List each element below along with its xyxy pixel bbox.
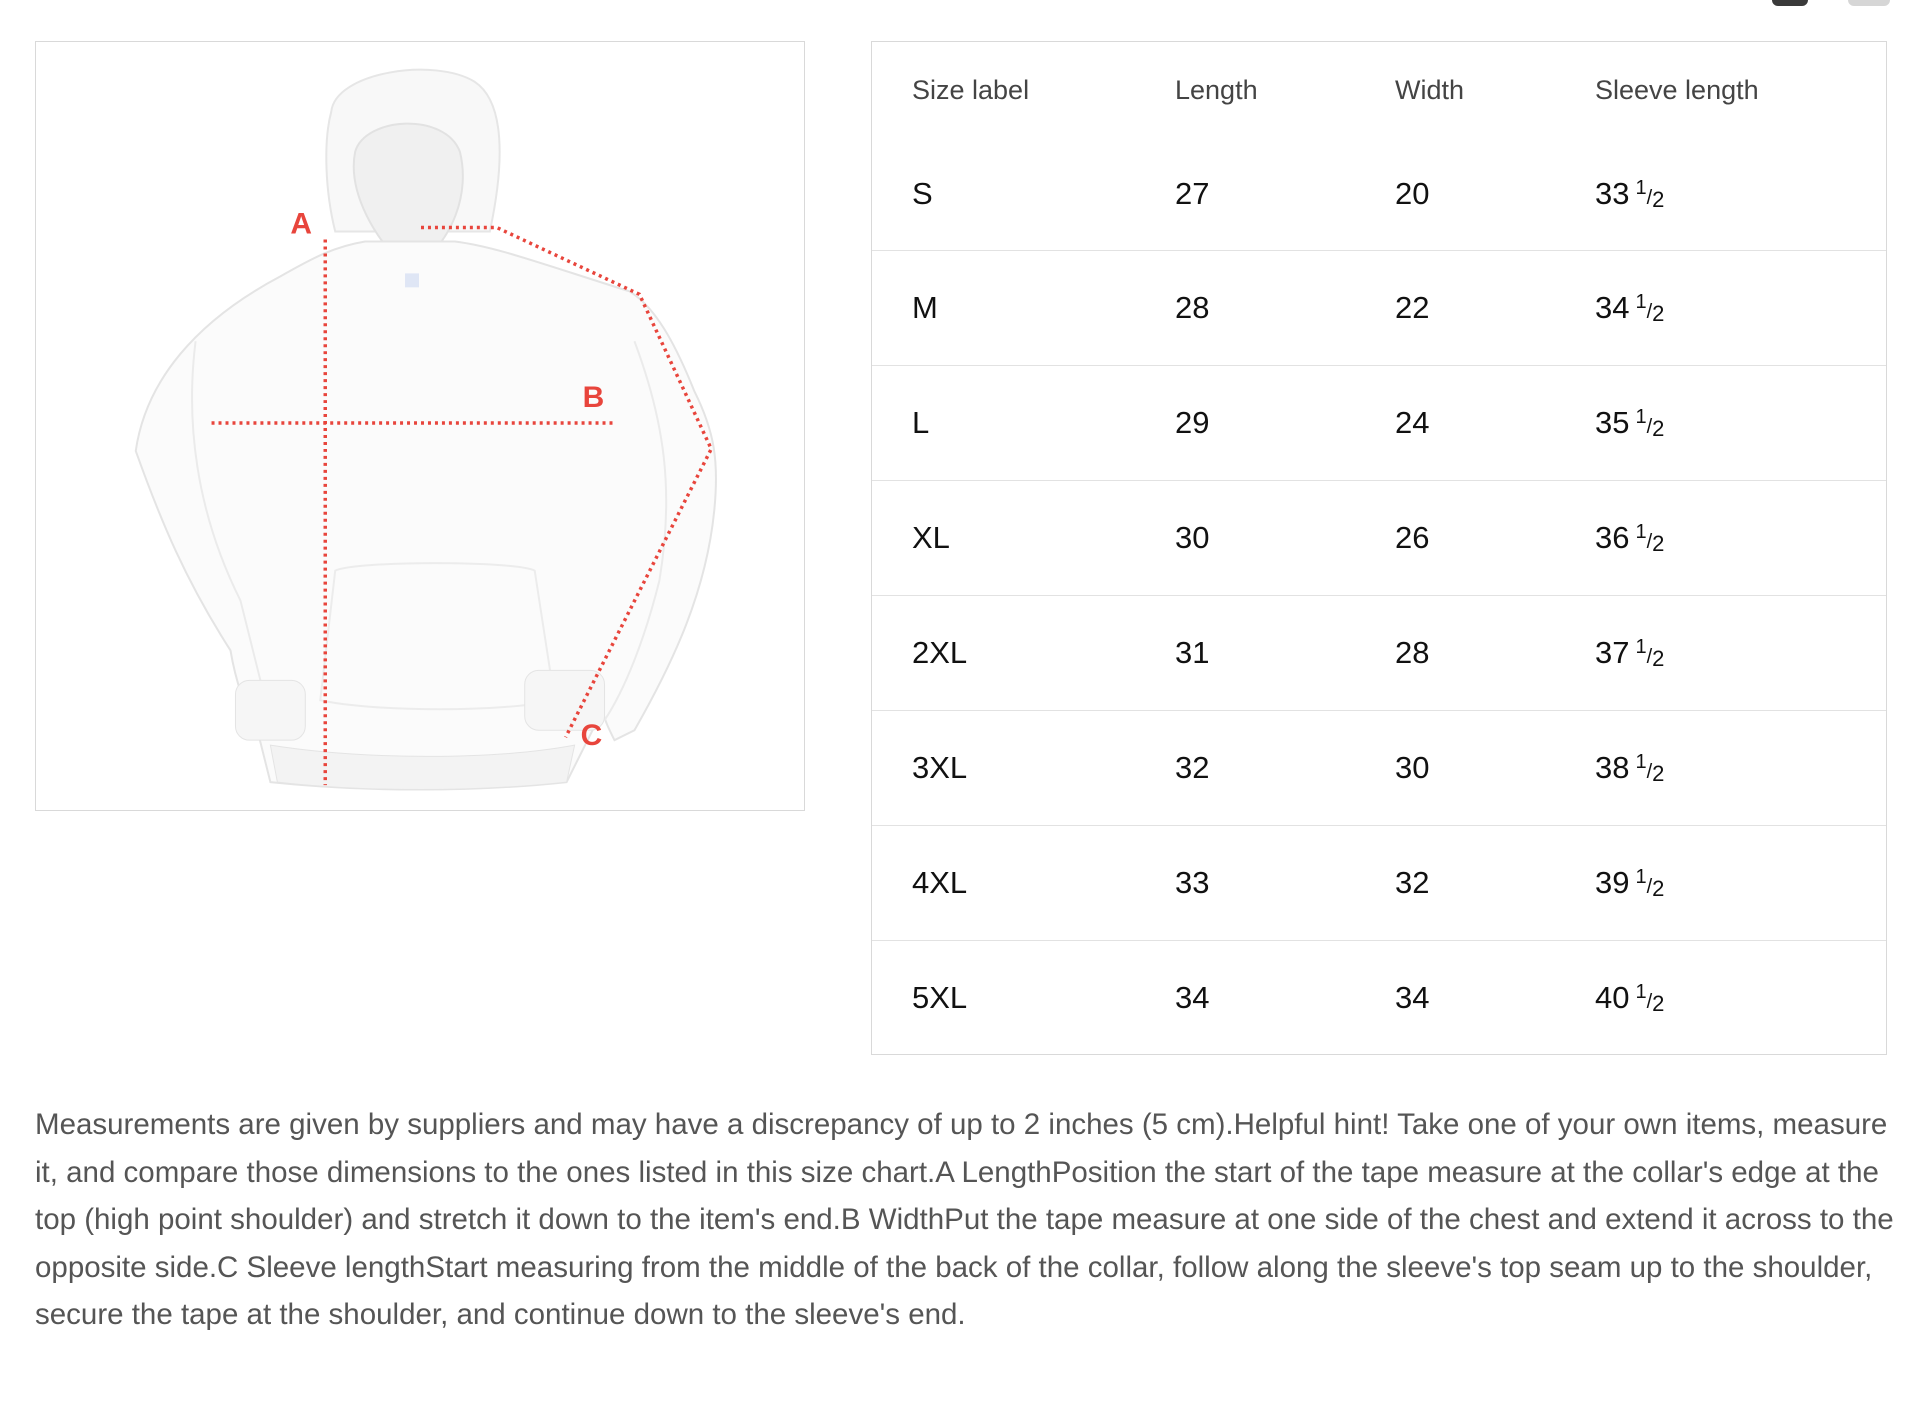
- cell-width: 32: [1355, 826, 1555, 941]
- sleeve-whole: 36: [1595, 520, 1630, 555]
- sleeve-whole: 40: [1595, 980, 1630, 1015]
- table-row: [872, 251, 1886, 366]
- cell-width: 30: [1355, 711, 1555, 826]
- marker-c-label: C: [580, 719, 603, 753]
- cell-size: L: [872, 366, 1135, 481]
- cropped-round-icon[interactable]: [1772, 0, 1808, 6]
- sleeve-whole: 38: [1595, 750, 1630, 785]
- fraction-denominator: 2: [1652, 301, 1665, 326]
- sleeve-fraction: 1/2: [1635, 177, 1665, 212]
- fraction-denominator: 2: [1652, 876, 1665, 901]
- cell-size: XL: [872, 481, 1135, 596]
- cell-width: 26: [1355, 481, 1555, 596]
- table-row: [872, 941, 1886, 1056]
- hoodie-body: [136, 241, 716, 789]
- cell-sleeve: [1555, 596, 1886, 711]
- sleeve-whole: 35: [1595, 405, 1630, 440]
- fraction-denominator: 2: [1652, 991, 1665, 1016]
- left-cuff: [235, 680, 305, 740]
- cell-width: 24: [1355, 366, 1555, 481]
- sleeve-fraction: 1/2: [1635, 406, 1665, 441]
- fraction-denominator: 2: [1652, 531, 1665, 556]
- cell-width: 34: [1355, 941, 1555, 1056]
- measurement-figure: [35, 41, 805, 811]
- sleeve-fraction: 1/2: [1635, 636, 1665, 671]
- cell-size: 5XL: [872, 941, 1135, 1056]
- sleeve-fraction: 1/2: [1635, 866, 1665, 901]
- cell-sleeve: [1555, 138, 1886, 251]
- table-row: [872, 366, 1886, 481]
- cell-sleeve: [1555, 826, 1886, 941]
- header-size-label: Size label: [912, 74, 1030, 105]
- sleeve-fraction: 1/2: [1635, 981, 1665, 1016]
- sleeve-whole: 37: [1595, 635, 1630, 670]
- cell-length: 30: [1135, 481, 1355, 596]
- cell-width: 20: [1395, 176, 1430, 211]
- sleeve-fraction: 1/2: [1635, 751, 1665, 786]
- cell-sleeve: [1555, 251, 1886, 366]
- measurement-notes: Measurements are given by suppliers and may have a discrepancy of up to 2 inches (5 cm).Helpful hint! Take one of your own items, measure it, and compare those dimensions to the ones listed in this size chart.A LengthPosition the start of the tape measure at the collar's edge at the top (high point shoulder) and stretch it down to the item's end.B WidthPut the tape measure at one side of the chest and extend it across to the opposite side.C Sleeve lengthStart measuring from the middle of the back of the collar, follow along the sleeve's top seam up to the shoulder, secure the tape at the shoulder, and continue down to the sleeve's end.: [35, 1108, 1894, 1332]
- cell-sleeve: [1555, 711, 1886, 826]
- fraction-numerator: 1: [1635, 406, 1647, 428]
- fraction-numerator: 1: [1635, 636, 1647, 658]
- header-sleeve-length: Sleeve length: [1595, 74, 1759, 105]
- header-length: Length: [1175, 74, 1258, 105]
- cell-sleeve: [1555, 481, 1886, 596]
- cell-sleeve: [1555, 941, 1886, 1056]
- sleeve-whole: 39: [1595, 865, 1630, 900]
- hoodie-illustration: [36, 42, 804, 810]
- cropped-square-icon[interactable]: [1848, 0, 1890, 6]
- fraction-numerator: 1: [1635, 521, 1647, 543]
- sleeve-fraction: 1/2: [1635, 521, 1665, 556]
- cell-width: 22: [1355, 251, 1555, 366]
- fraction-numerator: 1: [1635, 291, 1647, 313]
- table-row: [872, 138, 1886, 251]
- fraction-denominator: 2: [1652, 187, 1665, 212]
- sleeve-fraction: 1/2: [1635, 291, 1665, 326]
- fraction-numerator: 1: [1635, 981, 1647, 1003]
- cell-size: S: [912, 176, 933, 211]
- cell-sleeve: [1555, 366, 1886, 481]
- cell-size: 4XL: [872, 826, 1135, 941]
- top-toolbar-partial: [1772, 0, 1890, 6]
- cell-width: 28: [1355, 596, 1555, 711]
- fraction-numerator: 1: [1635, 177, 1647, 199]
- cell-size: M: [872, 251, 1135, 366]
- cell-length: 33: [1135, 826, 1355, 941]
- cell-size: 3XL: [872, 711, 1135, 826]
- table-row: [872, 481, 1886, 596]
- sleeve-whole: 33: [1595, 176, 1630, 211]
- table-row: [872, 596, 1886, 711]
- marker-a-label: A: [290, 207, 312, 241]
- cell-length: 29: [1135, 366, 1355, 481]
- cell-length: 28: [1135, 251, 1355, 366]
- fraction-denominator: 2: [1652, 646, 1665, 671]
- marker-b-label: B: [582, 381, 605, 415]
- cell-size: 2XL: [872, 596, 1135, 711]
- table-header-row: [872, 42, 1886, 138]
- fraction-denominator: 2: [1652, 761, 1665, 786]
- sleeve-whole: 34: [1595, 290, 1630, 325]
- cell-length: 32: [1135, 711, 1355, 826]
- cell-length: 27: [1175, 176, 1210, 211]
- neck-tag: [405, 273, 419, 287]
- size-chart-table: [871, 41, 1887, 1055]
- fraction-numerator: 1: [1635, 751, 1647, 773]
- fraction-denominator: 2: [1652, 416, 1665, 441]
- cell-length: 31: [1135, 596, 1355, 711]
- table-row: [872, 711, 1886, 826]
- table-row: [872, 826, 1886, 941]
- header-width: Width: [1395, 74, 1465, 105]
- fraction-numerator: 1: [1635, 866, 1647, 888]
- cell-length: 34: [1135, 941, 1355, 1056]
